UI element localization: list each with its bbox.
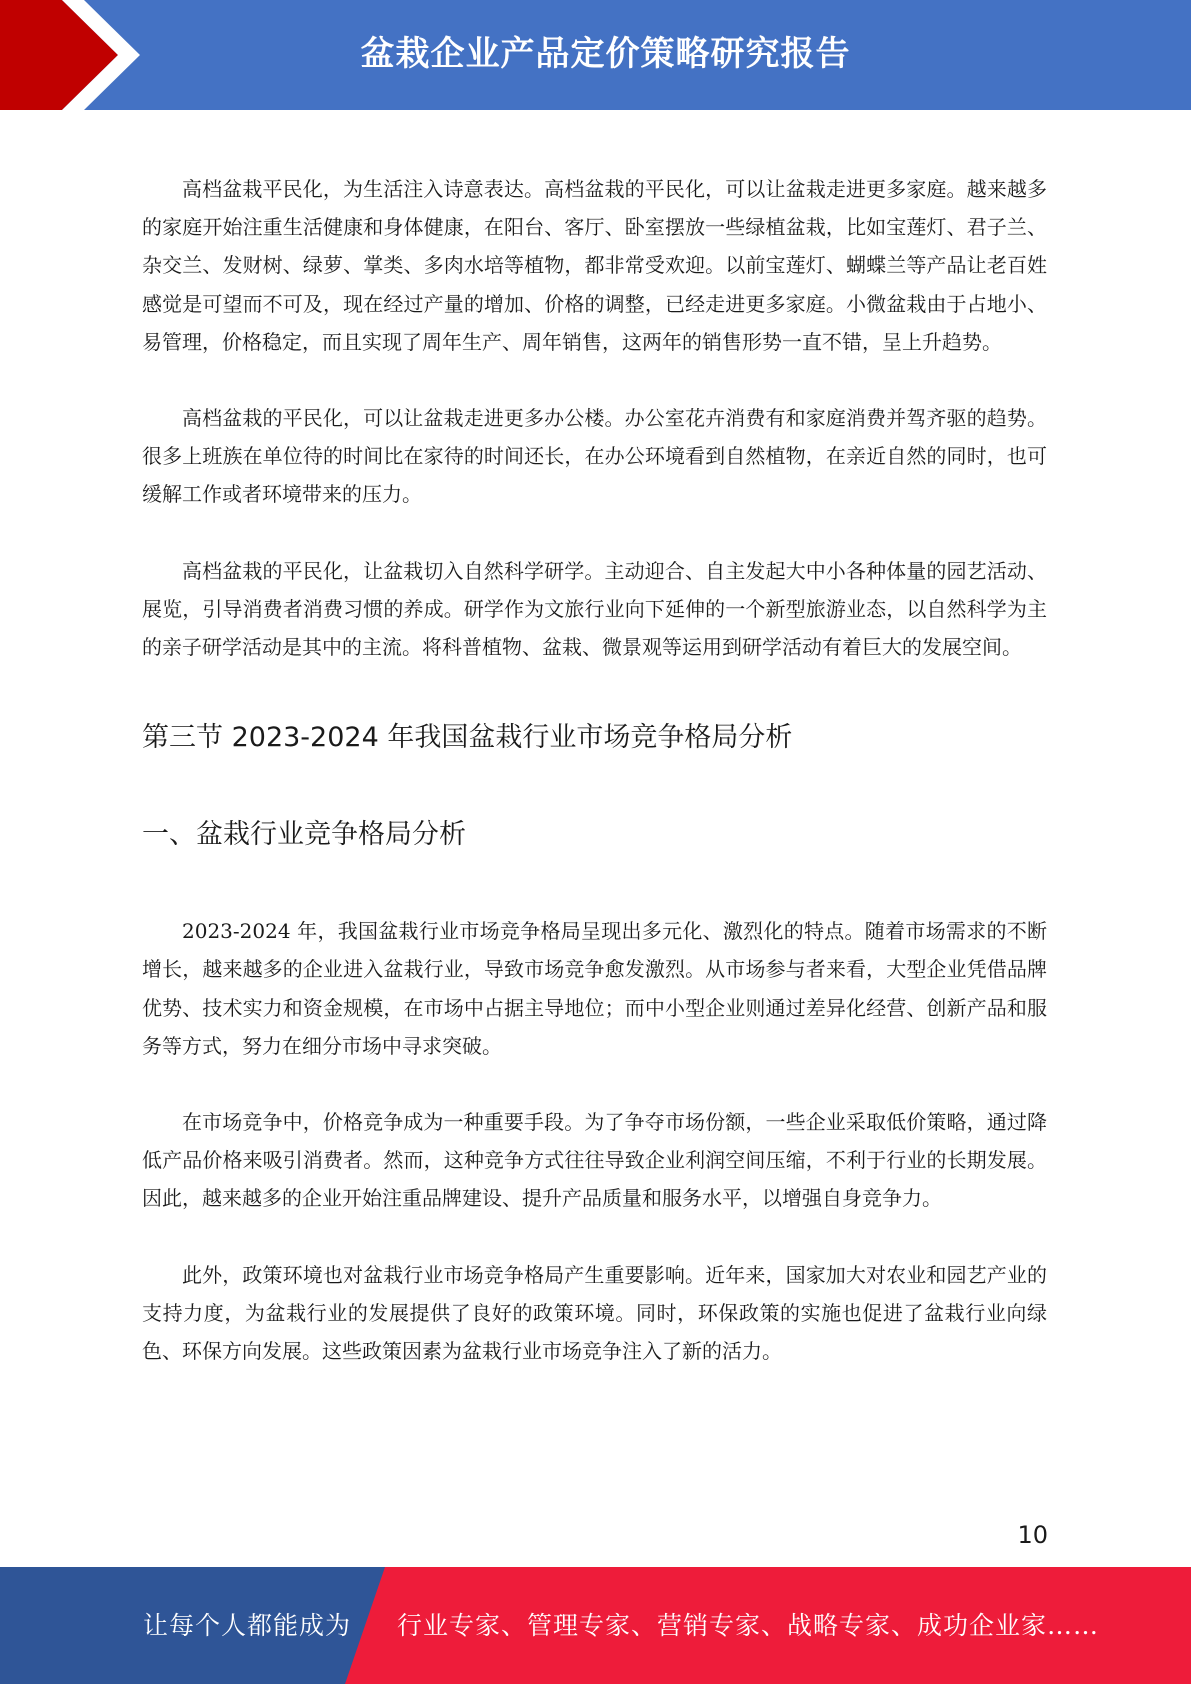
paragraph-study-tour: 高档盆栽的平民化，让盆栽切入自然科学研学。主动迎合、自主发起大中小各种体量的园艺活动、展览，引导消费者消费习惯的养成。研学作为文旅行业向下延伸的一个新型旅游业态，以自然科学为主的亲子研学活动是其中的主流。将科普植物、盆栽、微景观等运用到研学活动有着巨大的发展空间。 [142, 558, 1047, 660]
paragraph-home-bonsai: 高档盆栽平民化，为生活注入诗意表达。高档盆栽的平民化，可以让盆栽走进更多家庭。越来越多的家庭开始注重生活健康和身体健康，在阳台、客厅、卧室摆放一些绿植盆栽，比如宝莲灯、君子兰、杂交兰、发财树、绿萝、掌类、多肉水培等植物，都非常受欢迎。以前宝莲灯、蝴蝶兰等产品让老百姓感觉是可望而不可及，现在经过产量的增加、价格的调整，已经走进更多家庭。小微盆栽由于占地小、易管理，价格稳定，而且实现了周年生产、周年销售，这两年的销售形势一直不错，呈上升趋势。 [142, 177, 1047, 354]
page-footer [0, 1567, 1191, 1684]
section-heading: 第三节 2023-2024 年我国盆栽行业市场竞争格局分析 [142, 722, 793, 754]
footer-tagline: 行业专家、管理专家、营销专家、战略专家、成功企业家…… [397, 1611, 1100, 1640]
paragraph-market-structure: 2023-2024 年，我国盆栽行业市场竞争格局呈现出多元化、激烈化的特点。随着市场需求的不断增长，越来越多的企业进入盆栽行业，导致市场竞争愈发激烈。从市场参与者来看，大型企业凭借品牌优势、技术实力和资金规模，在市场中占据主导地位；而中小型企业则通过差异化经营、创新产品和服务等方式，努力在细分市场中寻求突破。 [142, 919, 1047, 1058]
page-content [142, 170, 1047, 1370]
footer-slogan: 让每个人都能成为 [143, 1611, 352, 1640]
page-header [0, 0, 1191, 110]
page-number: 10 [1017, 1521, 1048, 1549]
paragraph-price-competition: 在市场竞争中，价格竞争成为一种重要手段。为了争夺市场份额，一些企业采取低价策略，通过降低产品价格来吸引消费者。然而，这种竞争方式往往导致企业利润空间压缩，不利于行业的长期发展。因此，越来越多的企业开始注重品牌建设、提升产品质量和服务水平，以增强自身竞争力。 [142, 1110, 1047, 1211]
subsection-heading: 一、盆栽行业竞争格局分析 [142, 819, 466, 851]
paragraph-office-bonsai: 高档盆栽的平民化，可以让盆栽走进更多办公楼。办公室花卉消费有和家庭消费并驾齐驱的趋势。很多上班族在单位待的时间比在家待的时间还长，在办公环境看到自然植物，在亲近自然的同时，也可缓解工作或者环境带来的压力。 [142, 406, 1047, 507]
paragraph-policy-environment: 此外，政策环境也对盆栽行业市场竞争格局产生重要影响。近年来，国家加大对农业和园艺产业的支持力度，为盆栽行业的发展提供了良好的政策环境。同时，环保政策的实施也促进了盆栽行业向绿色、环保方向发展。这些政策因素为盆栽行业市场竞争注入了新的活力。 [142, 1262, 1047, 1364]
report-title: 盆栽企业产品定价策略研究报告 [360, 34, 851, 74]
